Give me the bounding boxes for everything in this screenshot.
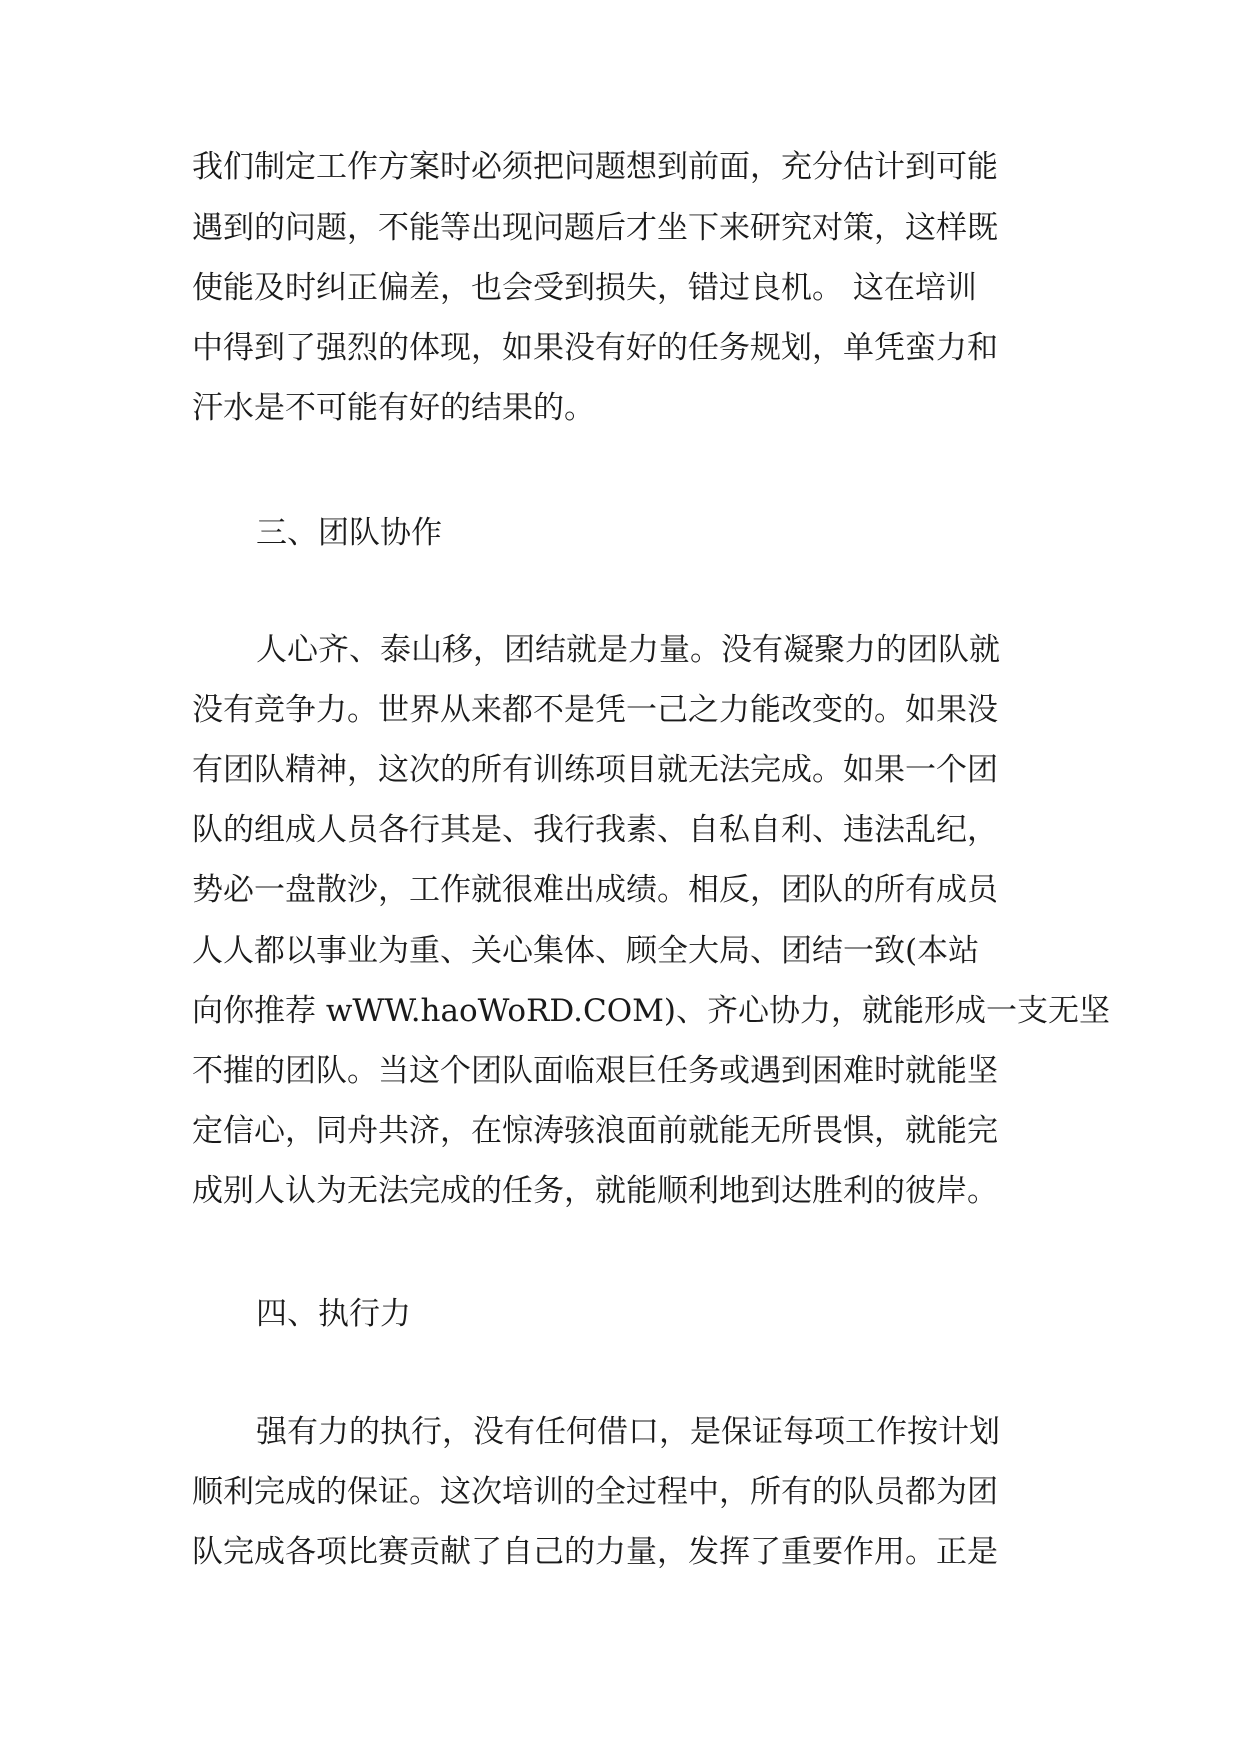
text-line: 队的组成人员各行其是、我行我素、自私自利、违法乱纪， <box>192 812 998 848</box>
section-heading: 四、执行力 <box>256 1296 411 1332</box>
text-line: 队完成各项比赛贡献了自己的力量，发挥了重要作用。正是 <box>192 1534 998 1570</box>
text-line: 汗水是不可能有好的结果的。 <box>192 390 595 426</box>
text-line: 遇到的问题，不能等出现问题后才坐下来研究对策，这样既 <box>192 210 998 246</box>
text-line: 强有力的执行，没有任何借口，是保证每项工作按计划 <box>256 1414 1000 1450</box>
text-line: 顺利完成的保证。这次培训的全过程中，所有的队员都为团 <box>192 1474 998 1510</box>
text-line: 人人都以事业为重、关心集体、顾全大局、团结一致(本站 <box>192 933 980 969</box>
text-line: 向你推荐 wWW.haoWoRD.COM)、齐心协力，就能形成一支无坚 <box>192 993 1110 1029</box>
text-line: 没有竞争力。世界从来都不是凭一己之力能改变的。如果没 <box>192 692 998 728</box>
text-line: 定信心，同舟共济，在惊涛骇浪面前就能无所畏惧，就能完 <box>192 1113 998 1149</box>
text-line: 我们制定工作方案时必须把问题想到前面，充分估计到可能 <box>192 149 998 185</box>
text-line: 有团队精神，这次的所有训练项目就无法完成。如果一个团 <box>192 752 998 788</box>
text-line: 中得到了强烈的体现，如果没有好的任务规划，单凭蛮力和 <box>192 330 998 366</box>
text-line: 使能及时纠正偏差，也会受到损失，错过良机。 这在培训 <box>192 270 977 306</box>
text-line: 势必一盘散沙，工作就很难出成绩。相反，团队的所有成员 <box>192 872 998 908</box>
text-line: 成别人认为无法完成的任务，就能顺利地到达胜利的彼岸。 <box>192 1173 998 1209</box>
section-heading: 三、团队协作 <box>256 515 442 551</box>
text-line: 人心齐、泰山移，团结就是力量。没有凝聚力的团队就 <box>256 632 1000 668</box>
text-line: 不摧的团队。当这个团队面临艰巨任务或遇到困难时就能坚 <box>192 1053 998 1089</box>
